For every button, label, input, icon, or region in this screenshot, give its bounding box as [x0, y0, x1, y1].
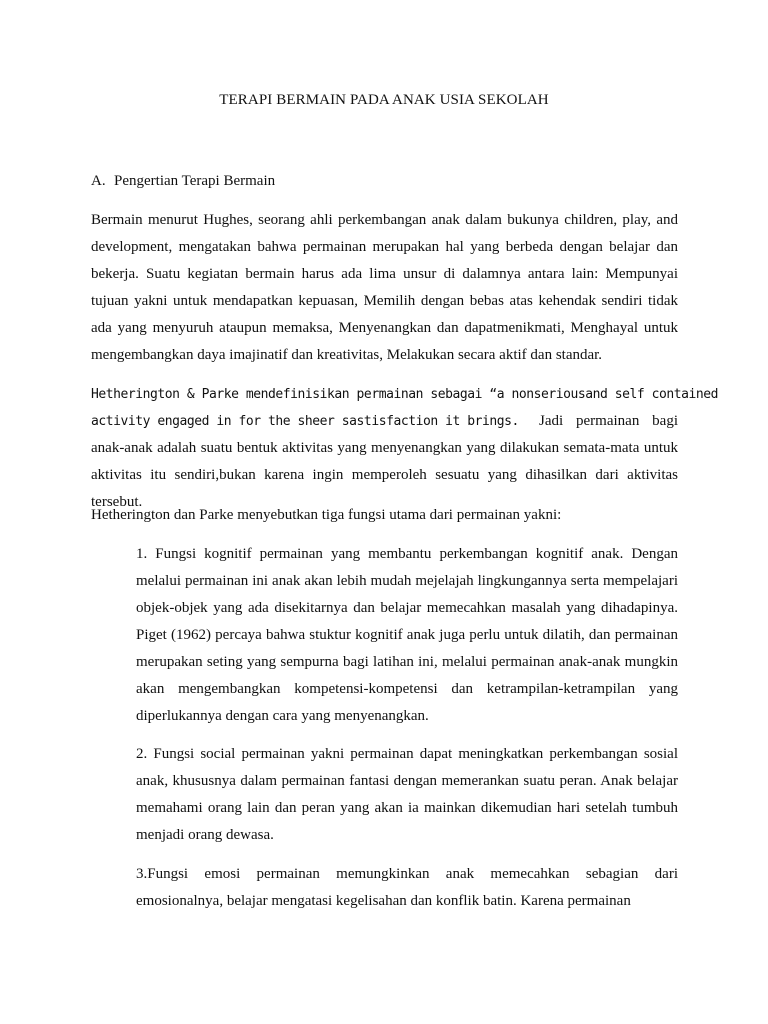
section-heading-text: Pengertian Terapi Bermain: [114, 173, 276, 189]
list-item-emotion: 3.Fungsi emosi permainan memungkinkan anak memecahkan sebagian dari emosionalnya, belajar mengatasi kegelisahan dan konflik batin. Karena permainan: [136, 866, 678, 909]
paragraph-definition-quote: activity engaged in for the sheer sastisfaction it brings.: [91, 414, 519, 429]
document-title: TERAPI BERMAIN PADA ANAK USIA SEKOLAH: [219, 92, 549, 108]
list-item-cognitive: 1. Fungsi kognitif permainan yang membantu perkembangan kognitif anak. Dengan melalui permainan ini anak akan lebih mudah mejelajah lingkungannya serta mempelajari objek-objek yang ada disekitarnya dan belajar memecahkan masalah yang dihadapinya. Piget (1962) percaya bahwa stuktur kognitif anak juga perlu untuk dilatih, dan permainan merupakan seting yang sempurna bagi latihan ini, melalui permainan anak-anak mungkin akan mengembangkan kompetensi-kompetensi dan ketrampilan-ketrampilan yang diperlukannya dengan cara yang menyenangkan.: [136, 546, 678, 724]
paragraph-definition-rest: Jadi permainan bagi anak-anak adalah suatu bentuk aktivitas yang menyenangkan yang dilakukan semata-mata untuk aktivitas itu sendiri,bukan karena ingin memperoleh sesuatu yang dihasilkan dari aktivitas tersebut.: [91, 413, 678, 510]
section-heading: [91, 173, 275, 190]
paragraph-definition-line-1: Hetherington & Parke mendefinisikan permainan sebagai “a nonseriousand self contained: [91, 387, 719, 402]
paragraph-hetherington-definition: [91, 381, 719, 516]
list-item-social: 2. Fungsi social permainan yakni permainan dapat meningkatkan perkembangan sosial anak, khususnya dalam permainan fantasi dengan memerankan suatu peran. Anak belajar memahami orang lain dan peran yang akan ia mainkan dikemudian hari setelah tumbuh menjadi orang dewasa.: [136, 746, 678, 843]
paragraph-functions-intro: Hetherington dan Parke menyebutkan tiga fungsi utama dari permainan yakni:: [91, 507, 562, 523]
section-number: A.: [91, 173, 106, 189]
paragraph-hughes: Bermain menurut Hughes, seorang ahli perkembangan anak dalam bukunya children, play, and development, mengatakan bahwa permainan merupakan hal yang berbeda dengan belajar dan bekerja. Suatu kegiatan bermain harus ada lima unsur di dalamnya antara lain: Mempunyai tujuan yakni untuk mendapatkan kepuasan, Memilih dengan bebas atas kehendak sendiri tidak ada yang menyuruh ataupun memaksa, Menyenangkan dan dapatmenikmati, Menghayal untuk mengembangkan daya imajinatif dan kreativitas, Melakukan secara aktif dan standar.: [91, 212, 678, 363]
